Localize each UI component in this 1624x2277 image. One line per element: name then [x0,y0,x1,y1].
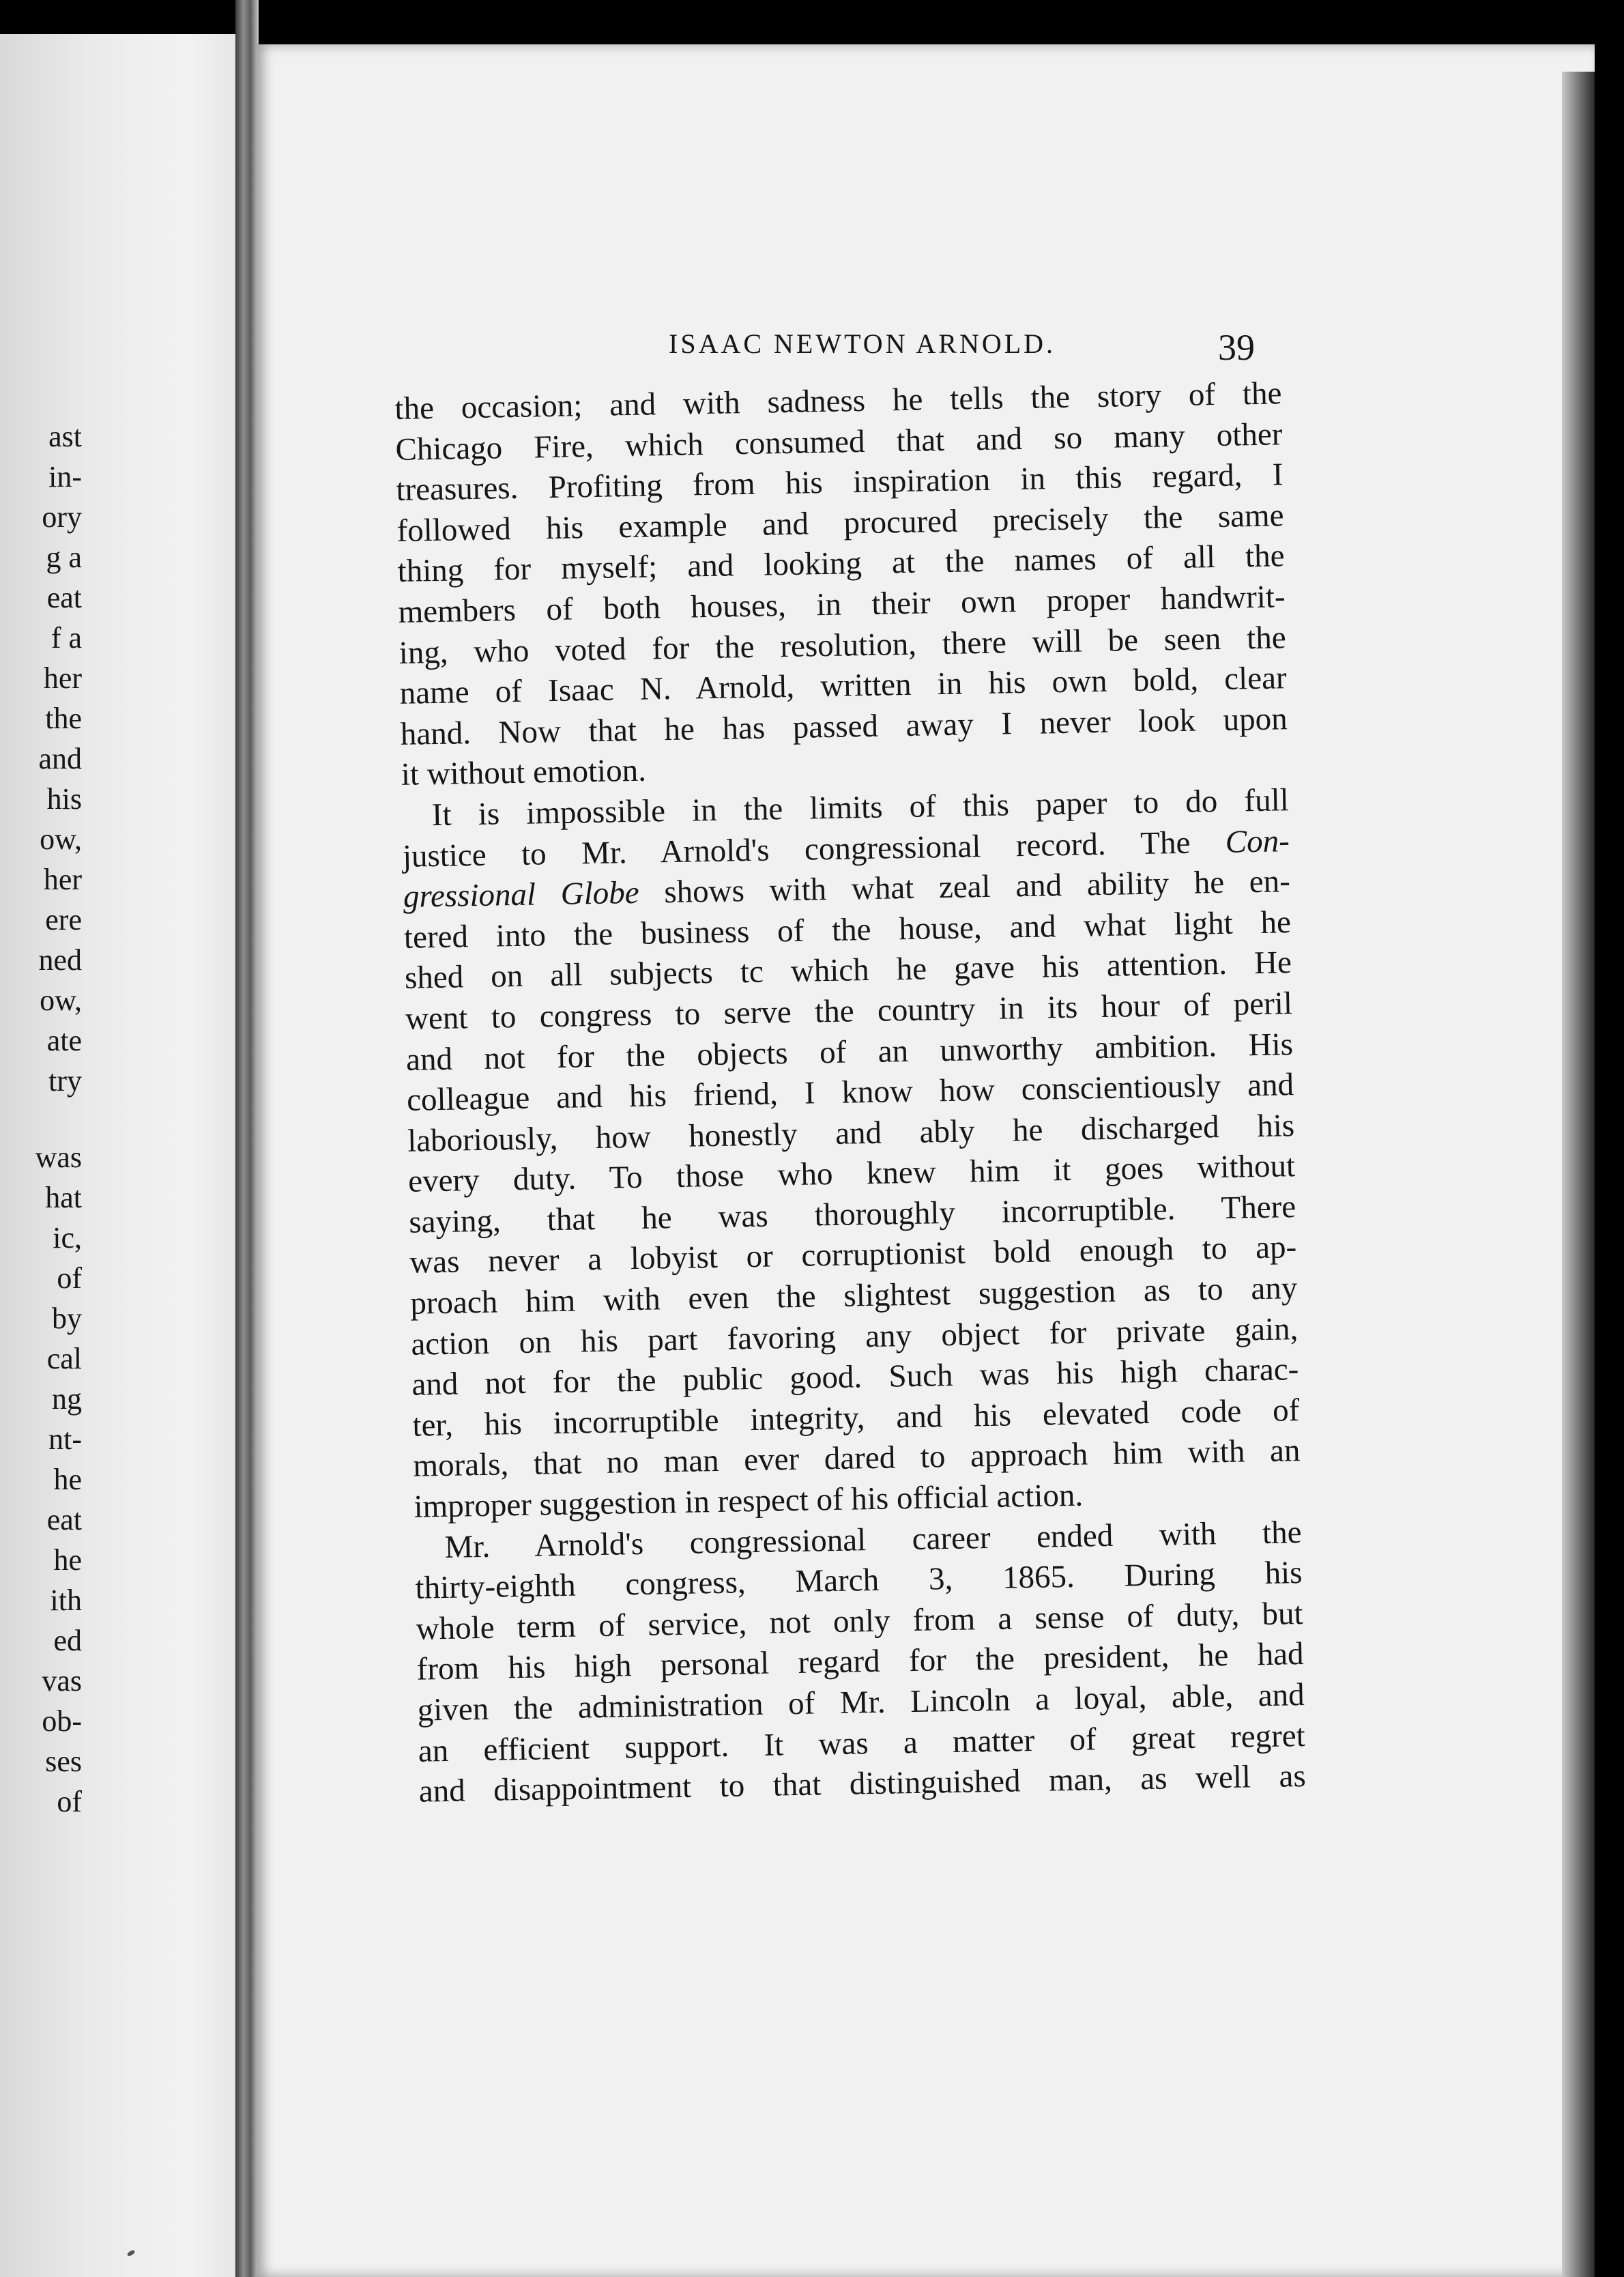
fragment-line: ng [52,1382,82,1416]
text-line: proach him with even the slightest suggestion as to any [409,1270,1298,1321]
fragment-line: ory [42,500,82,534]
page-edge-shadow [1562,72,1595,2277]
text-line: tered into the business of the house, and what light he [403,904,1292,956]
text-segment: shows with what zeal and ability he en- [639,863,1291,911]
text-line: colleague and his friend, I know how conscientiously and [406,1067,1294,1118]
italic-title: Con- [1225,822,1290,860]
text-line: action on his part favoring any object for private gain, [410,1311,1299,1362]
fragment-line: ith [50,1584,82,1617]
text-line: and not for the objects of an unworthy ambition. His [405,1026,1294,1078]
fragment-line: ast [48,420,82,453]
fragment-line: his [46,782,82,816]
fragment-line: ed [53,1624,82,1657]
fragment-line: try [48,1064,82,1098]
text-line: morals, that no man ever dared to approach him with an [413,1433,1301,1485]
italic-title: gressional Globe [403,874,640,915]
text-line: shed on all subjects tc which he gave his attention. He [404,945,1292,997]
fragment-line: f a [50,621,82,655]
text-line: laboriously, how honestly and ably he discharged his [407,1107,1295,1159]
text-line: every duty. To those who knew him it goes without [407,1148,1296,1200]
fragment-line: he [53,1463,82,1496]
fragment-line: ow, [40,984,82,1017]
text-line: was never a lobyist or corruptionist bold enough to ap- [409,1229,1297,1281]
text-line: an efficient support. It was a matter of great regret [418,1717,1306,1769]
fragment-line: eat [46,581,82,614]
text-line: from his high personal regard for the president, he had [416,1636,1305,1688]
text-line: followed his example and procured precisely the same [396,498,1284,549]
fragment-line: ned [38,943,82,977]
facing-page [0,34,235,2277]
fragment-line: g a [46,541,82,574]
text-line: it without emotion. [401,752,647,793]
text-line: whole term of service, not only from a sense of duty, but [416,1595,1303,1647]
fragment-line: ses [45,1745,82,1778]
text-line: treasures. Profiting from his inspiration in this regard, I [396,457,1284,509]
fragment-line: ow, [40,822,82,856]
text-line: saying, that he was thoroughly incorruptible. There [408,1189,1296,1240]
fragment-gap [0,1101,82,1137]
body-text [394,373,1306,1812]
text-line: the occasion; and with sadness he tells the story of the [394,375,1282,427]
text-line: It is impossible in the limits of this paper to do full [431,782,1290,833]
fragment-line: her [43,863,82,896]
text-line: Chicago Fire, which consumed that and so many other [395,416,1283,468]
fragment-line: her [43,661,82,695]
page-number: 39 [1218,327,1255,368]
fragment-line: by [52,1302,82,1335]
fragment-line: hat [45,1181,82,1214]
text-line: members of both houses, in their own proper handwrit- [398,579,1286,630]
text-line: name of Isaac N. Arnold, written in his own bold, clear [399,660,1288,712]
text-line: went to congress to serve the country in its hour of peril [405,986,1293,1037]
book-gutter [235,0,259,2277]
fragment-line: in- [48,460,82,493]
text-line: and not for the public good. Such was his high charac- [411,1351,1299,1403]
text-line: given the administration of Mr. Lincoln a loyal, able, and [417,1677,1305,1728]
facing-page-text-fragments [0,416,82,1822]
fragment-line: of [57,1261,82,1295]
text-segment: justice to Mr. Arnold's congressional record. The [402,824,1226,874]
text-line: thirty-eighth congress, March 3, 1865. During his [415,1555,1303,1606]
fragment-line: he [53,1543,82,1577]
fragment-line: ic, [53,1221,82,1255]
fragment-line: ate [46,1024,82,1057]
fragment-line: the [45,702,82,735]
fragment-line: and [38,742,82,775]
text-line: Mr. Arnold's congressional career ended with the [444,1514,1302,1565]
fragment-line: cal [46,1342,82,1375]
fragment-line: was [35,1141,82,1174]
fragment-line: of [57,1785,82,1818]
text-line: and disappointment to that distinguished man, as well as [418,1758,1307,1809]
running-head: ISAAC NEWTON ARNOLD. [669,328,1056,359]
fragment-line: nt- [48,1422,82,1456]
text-line: ing, who voted for the resolution, there will be seen the [398,619,1287,671]
fragment-line: eat [46,1503,82,1536]
text-line: thing for myself; and looking at the names of all the [397,538,1285,590]
fragment-line: vas [42,1664,82,1698]
text-line: ter, his incorruptible integrity, and his elevated code of [412,1392,1300,1444]
fragment-line: ob- [42,1704,82,1738]
text-line: improper suggestion in respect of his official action. [414,1477,1084,1525]
fragment-line: ere [45,903,82,936]
text-line: hand. Now that he has passed away I never look upon [400,700,1288,752]
